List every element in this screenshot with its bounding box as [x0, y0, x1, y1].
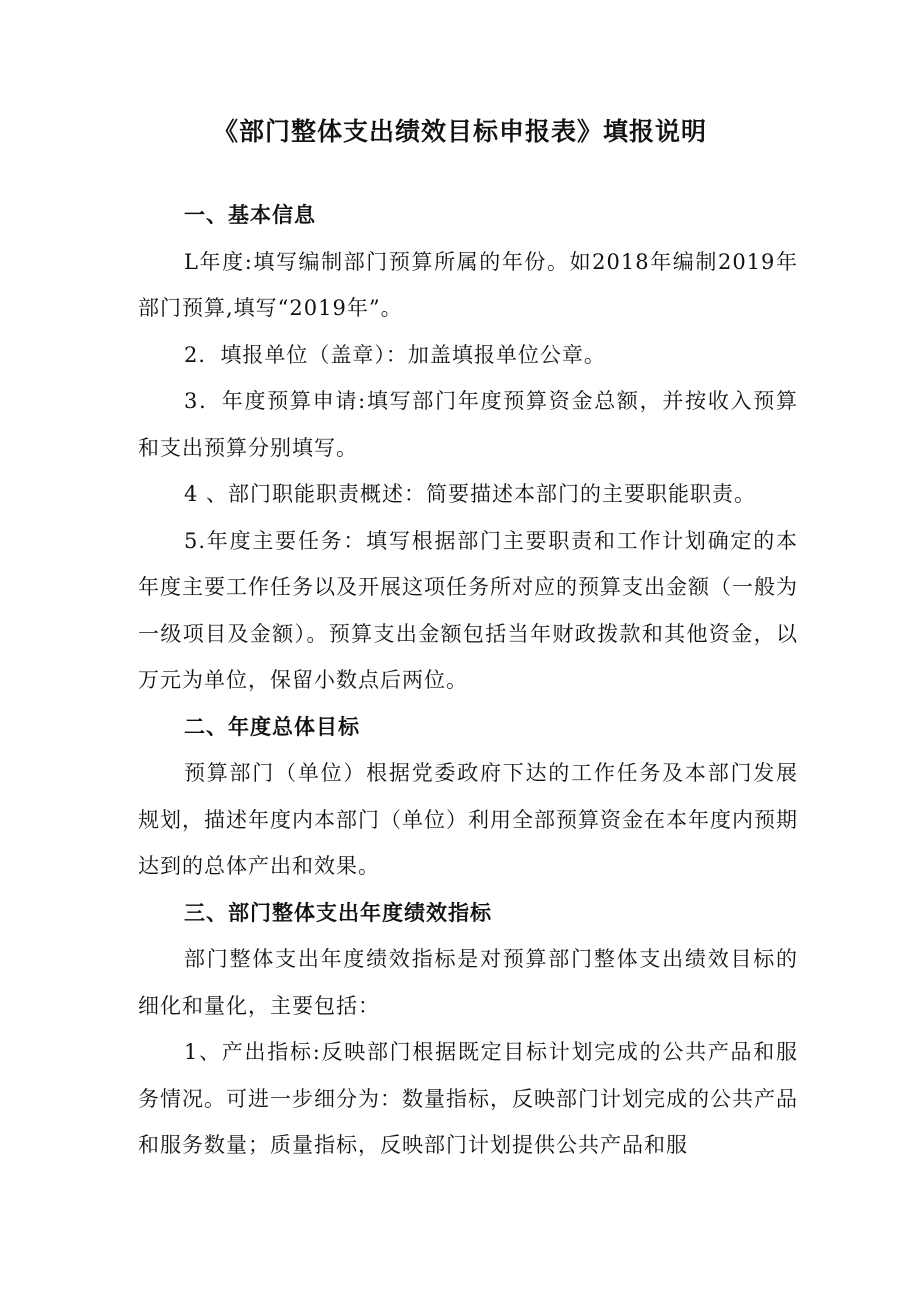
- section-performance-indicators: [138, 890, 798, 1169]
- paragraph: L年度:填写编制部门预算所属的年份。如2018年编制2019年部门预算,填写“2019年”。: [138, 249, 798, 320]
- paragraph: 4 、部门职能职责概述：简要描述本部门的主要职能职责。: [184, 482, 757, 506]
- paragraph: 5.年度主要任务：填写根据部门主要职责和工作计划确定的本年度主要工作任务以及开展这项任务所对应的预算支出金额（一般为一级项目及金额）。预算支出金额包括当年财政拨款和其他资金，以万元为单位，保留小数点后两位。: [138, 528, 798, 692]
- section-heading: 二、年度总体目标: [184, 714, 360, 739]
- document-body: [138, 192, 798, 1169]
- paragraph: 1、产出指标:反映部门根据既定目标计划完成的公共产品和服务情况。可进一步细分为：数量指标，反映部门计划完成的公共产品和服务数量；质量指标，反映部门计划提供公共产品和服: [138, 1040, 798, 1157]
- paragraph: 部门整体支出年度绩效指标是对预算部门整体支出绩效目标的细化和量化，主要包括：: [138, 947, 798, 1018]
- paragraph: 3．年度预算申请:填写部门年度预算资金总额，并按收入预算和支出预算分别填写。: [138, 389, 798, 460]
- section-heading: 三、部门整体支出年度绩效指标: [184, 900, 492, 925]
- section-basic-info: [138, 192, 798, 704]
- document-title: 《部门整体支出绩效目标申报表》填报说明: [212, 117, 707, 146]
- section-heading: 一、基本信息: [184, 203, 316, 227]
- paragraph: 2．填报单位（盖章）：加盖填报单位公章。: [184, 342, 606, 367]
- section-annual-goals: [138, 704, 798, 890]
- paragraph: 预算部门（单位）根据党委政府下达的工作任务及本部门发展规划，描述年度内本部门（单位）利用全部预算资金在本年度内预期达到的总体产出和效果。: [138, 761, 798, 878]
